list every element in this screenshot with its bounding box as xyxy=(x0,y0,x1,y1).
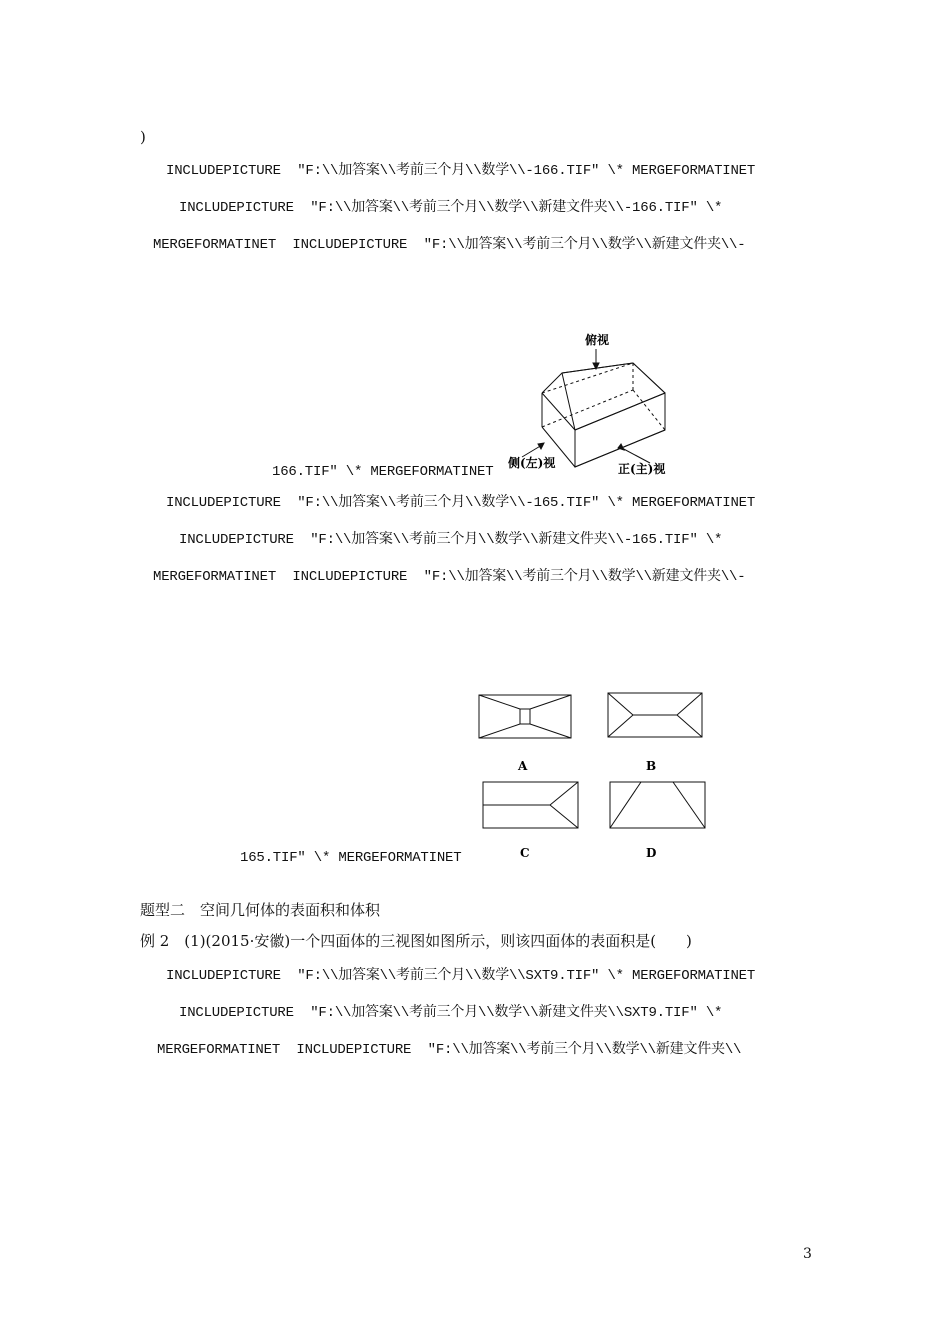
field-code-line: 165.TIF" \* MERGEFORMATINET xyxy=(240,850,462,866)
figure-166-solid xyxy=(500,325,700,475)
top-view-label: 俯视 xyxy=(585,333,610,347)
field-code-line: INCLUDEPICTURE "F:\\加答案\\考前三个月\\数学\\-166.TIF" \* MERGEFORMATINET xyxy=(166,163,756,179)
figure-165-options xyxy=(475,690,715,870)
field-code-line: INCLUDEPICTURE "F:\\加答案\\考前三个月\\数学\\-165.TIF" \* MERGEFORMATINET xyxy=(166,495,756,511)
section-heading: 题型二 空间几何体的表面积和体积 xyxy=(140,901,381,919)
front-face xyxy=(575,393,665,467)
field-code-line: 166.TIF" \* MERGEFORMATINET xyxy=(272,464,494,480)
option-d-drawing xyxy=(610,782,705,828)
option-c-drawing xyxy=(483,782,578,828)
front-view-label: 正(主)视 xyxy=(618,462,666,476)
field-code-line: INCLUDEPICTURE "F:\\加答案\\考前三个月\\数学\\新建文件夹\\SXT9.TIF" \* xyxy=(179,1005,723,1021)
option-c-label: C xyxy=(520,846,530,860)
close-paren: ) xyxy=(140,128,146,146)
page-number: 3 xyxy=(803,1246,812,1262)
field-code-line: MERGEFORMATINET INCLUDEPICTURE "F:\\加答案\\考前三个月\\数学\\新建文件夹\\- xyxy=(153,569,746,585)
option-b-drawing xyxy=(608,693,702,737)
field-code-line: MERGEFORMATINET INCLUDEPICTURE "F:\\加答案\\考前三个月\\数学\\新建文件夹\\ xyxy=(157,1042,742,1058)
field-code-line: INCLUDEPICTURE "F:\\加答案\\考前三个月\\数学\\新建文件夹\\-166.TIF" \* xyxy=(179,200,723,216)
option-b-label: B xyxy=(646,759,657,773)
field-code-line: MERGEFORMATINET INCLUDEPICTURE "F:\\加答案\\考前三个月\\数学\\新建文件夹\\- xyxy=(153,237,746,253)
option-d-label: D xyxy=(646,846,657,860)
side-view-label: 侧(左)视 xyxy=(508,456,556,470)
option-a-drawing xyxy=(479,695,571,738)
field-code-line: INCLUDEPICTURE "F:\\加答案\\考前三个月\\数学\\SXT9.TIF" \* MERGEFORMATINET xyxy=(166,968,756,984)
field-code-line: INCLUDEPICTURE "F:\\加答案\\考前三个月\\数学\\新建文件夹\\-165.TIF" \* xyxy=(179,532,723,548)
example-question: 例 2 (1)(2015·安徽)一个四面体的三视图如图所示，则该四面体的表面积是( ) xyxy=(140,932,692,950)
option-a-label: A xyxy=(518,759,528,773)
